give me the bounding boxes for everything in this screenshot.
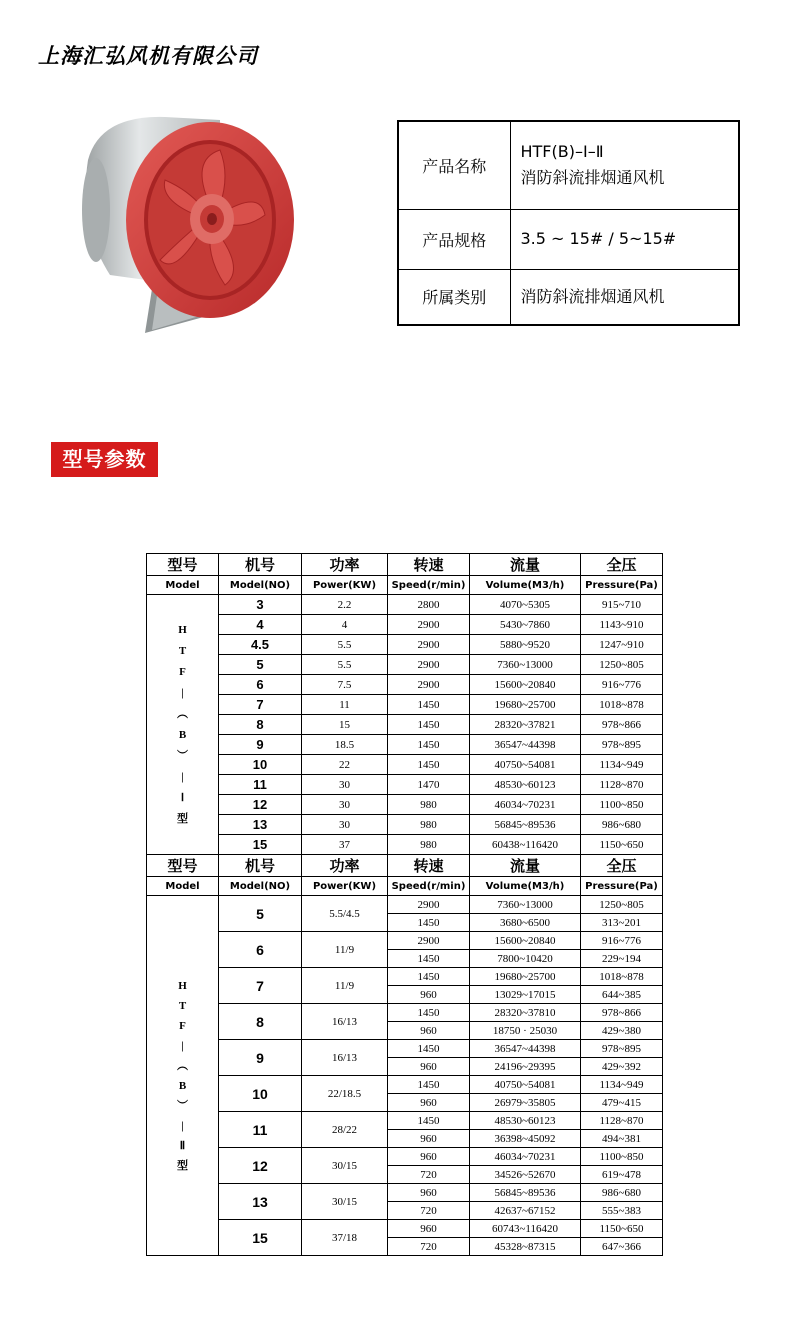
table-cell: 494~381 xyxy=(581,1130,663,1148)
table-row xyxy=(147,1184,663,1202)
table-cell: 1128~870 xyxy=(581,1112,663,1130)
table-row xyxy=(147,968,663,986)
power-cell: 16/13 xyxy=(302,1004,388,1040)
header-cn-2: 功率 xyxy=(302,554,388,576)
machine-no-cell: 6 xyxy=(219,932,302,968)
info-value-name-line2: 消防斜流排烟通风机 xyxy=(520,168,665,188)
table-cell: 2900 xyxy=(388,635,470,655)
table-cell: 15600~20840 xyxy=(470,932,581,950)
table-cell: 4070~5305 xyxy=(470,595,581,615)
machine-no-cell: 6 xyxy=(219,675,302,695)
table-row xyxy=(147,1004,663,1022)
info-value-name xyxy=(510,121,739,209)
table-cell: 19680~25700 xyxy=(470,695,581,715)
table-cell: 647~366 xyxy=(581,1238,663,1256)
table-cell: 2900 xyxy=(388,655,470,675)
table-cell: 429~392 xyxy=(581,1058,663,1076)
machine-no-cell: 4.5 xyxy=(219,635,302,655)
model-char: | xyxy=(181,1119,184,1132)
table-cell: 1250~805 xyxy=(581,655,663,675)
info-key-spec: 产品规格 xyxy=(398,209,510,269)
table-cell: 1100~850 xyxy=(581,1148,663,1166)
power-cell: 11/9 xyxy=(302,968,388,1004)
machine-no-cell: 13 xyxy=(219,1184,302,1220)
table-cell: 2900 xyxy=(388,615,470,635)
table-row xyxy=(147,675,663,695)
model-char: | xyxy=(181,770,184,783)
model-char: F xyxy=(179,1019,186,1032)
table-cell: 7360~13000 xyxy=(470,655,581,675)
header-cn-0: 型号 xyxy=(147,554,219,576)
machine-no-cell: 7 xyxy=(219,695,302,715)
table-cell: 45328~87315 xyxy=(470,1238,581,1256)
header-row-cn xyxy=(147,855,663,877)
table-cell: 28320~37821 xyxy=(470,715,581,735)
table-row xyxy=(147,1112,663,1130)
table-cell: 1450 xyxy=(388,1040,470,1058)
table-row xyxy=(147,896,663,914)
table-cell: 26979~35805 xyxy=(470,1094,581,1112)
table-cell: 2900 xyxy=(388,896,470,914)
table-cell: 7800~10420 xyxy=(470,950,581,968)
product-info-table xyxy=(397,120,740,326)
table-cell: 1247~910 xyxy=(581,635,663,655)
table-cell: 960 xyxy=(388,1184,470,1202)
model-char: | xyxy=(181,1039,184,1052)
power-cell: 5.5/4.5 xyxy=(302,896,388,932)
table-cell: 1450 xyxy=(388,1076,470,1094)
table-cell: 1450 xyxy=(388,755,470,775)
table-row xyxy=(147,795,663,815)
table-cell: 34526~52670 xyxy=(470,1166,581,1184)
header-cn-5: 全压 xyxy=(581,855,663,877)
header-en-5: Pressure(Pa) xyxy=(581,877,663,896)
header-cn-1: 机号 xyxy=(219,855,302,877)
table-cell: 1018~878 xyxy=(581,695,663,715)
table-row xyxy=(147,735,663,755)
machine-no-cell: 3 xyxy=(219,595,302,615)
table-cell: 1450 xyxy=(388,715,470,735)
table-cell: 915~710 xyxy=(581,595,663,615)
table-cell: 555~383 xyxy=(581,1202,663,1220)
table-cell: 313~201 xyxy=(581,914,663,932)
table-cell: 40750~54081 xyxy=(470,755,581,775)
machine-no-cell: 15 xyxy=(219,835,302,855)
table-row xyxy=(147,835,663,855)
table-cell: 24196~29395 xyxy=(470,1058,581,1076)
power-cell: 16/13 xyxy=(302,1040,388,1076)
table-cell: 18.5 xyxy=(302,735,388,755)
table-cell: 46034~70231 xyxy=(470,795,581,815)
machine-no-cell: 10 xyxy=(219,755,302,775)
info-value-name-line1: HTF(B)–Ⅰ–Ⅱ xyxy=(520,142,604,162)
header-en-2: Power(KW) xyxy=(302,576,388,595)
header-en-1: Model(NO) xyxy=(219,576,302,595)
table-cell: 980 xyxy=(388,795,470,815)
model-char: ︵ xyxy=(177,707,188,720)
table-row xyxy=(147,595,663,615)
table-cell: 619~478 xyxy=(581,1166,663,1184)
table-cell: 11 xyxy=(302,695,388,715)
table-cell: 19680~25700 xyxy=(470,968,581,986)
table-cell: 5.5 xyxy=(302,655,388,675)
table-cell: 1134~949 xyxy=(581,1076,663,1094)
header-cn-0: 型号 xyxy=(147,855,219,877)
table-cell: 1450 xyxy=(388,695,470,715)
header-en-4: Volume(M3/h) xyxy=(470,576,581,595)
table-cell: 980 xyxy=(388,835,470,855)
table-cell: 5430~7860 xyxy=(470,615,581,635)
model-char: 型 xyxy=(177,1159,188,1172)
table-cell: 978~895 xyxy=(581,735,663,755)
header-row-en xyxy=(147,576,663,595)
header-cn-2: 功率 xyxy=(302,855,388,877)
model-name-cell xyxy=(147,595,219,855)
table-cell: 28320~37810 xyxy=(470,1004,581,1022)
table-cell: 720 xyxy=(388,1238,470,1256)
info-value-spec: 3.5 ~ 15# / 5~15# xyxy=(510,209,739,269)
model-char: H xyxy=(178,623,187,636)
power-cell: 37/18 xyxy=(302,1220,388,1256)
table-cell: 1450 xyxy=(388,914,470,932)
table-cell: 479~415 xyxy=(581,1094,663,1112)
model-char: | xyxy=(181,686,184,699)
table-cell: 22 xyxy=(302,755,388,775)
machine-no-cell: 11 xyxy=(219,1112,302,1148)
table-cell: 1450 xyxy=(388,950,470,968)
table-row xyxy=(147,715,663,735)
table-cell: 2900 xyxy=(388,932,470,950)
power-cell: 11/9 xyxy=(302,932,388,968)
machine-no-cell: 10 xyxy=(219,1076,302,1112)
table-cell: 46034~70231 xyxy=(470,1148,581,1166)
table-row xyxy=(147,635,663,655)
header-cn-1: 机号 xyxy=(219,554,302,576)
table-cell: 60743~116420 xyxy=(470,1220,581,1238)
header-en-2: Power(KW) xyxy=(302,877,388,896)
machine-no-cell: 13 xyxy=(219,815,302,835)
table-cell: 1470 xyxy=(388,775,470,795)
info-key-category: 所属类别 xyxy=(398,269,510,325)
model-char: T xyxy=(178,999,187,1012)
power-cell: 22/18.5 xyxy=(302,1076,388,1112)
fan-product-image xyxy=(70,105,300,345)
table-row xyxy=(147,695,663,715)
table-cell: 2.2 xyxy=(302,595,388,615)
table-cell: 720 xyxy=(388,1166,470,1184)
header-cn-3: 转速 xyxy=(388,855,470,877)
header-en-4: Volume(M3/h) xyxy=(470,877,581,896)
info-value-category: 消防斜流排烟通风机 xyxy=(510,269,739,325)
table-cell: 15 xyxy=(302,715,388,735)
table-row xyxy=(147,655,663,675)
table-cell: 7360~13000 xyxy=(470,896,581,914)
table-row xyxy=(147,1220,663,1238)
table-cell: 916~776 xyxy=(581,932,663,950)
model-char: H xyxy=(178,979,187,992)
table-cell: 36547~44398 xyxy=(470,1040,581,1058)
table-cell: 1143~910 xyxy=(581,615,663,635)
table-cell: 30 xyxy=(302,795,388,815)
table-cell: 18750 · 25030 xyxy=(470,1022,581,1040)
parameter-table xyxy=(146,553,663,1256)
table-cell: 13029~17015 xyxy=(470,986,581,1004)
table-cell: 48530~60123 xyxy=(470,1112,581,1130)
model-char: B xyxy=(178,728,187,741)
table-cell: 986~680 xyxy=(581,815,663,835)
header-en-1: Model(NO) xyxy=(219,877,302,896)
machine-no-cell: 7 xyxy=(219,968,302,1004)
model-char: 型 xyxy=(177,812,188,825)
table-cell: 36547~44398 xyxy=(470,735,581,755)
section-title-badge: 型号参数 xyxy=(51,442,158,477)
model-name-cell xyxy=(147,896,219,1256)
table-cell: 960 xyxy=(388,1220,470,1238)
company-name: 上海汇弘风机有限公司 xyxy=(38,43,258,68)
table-cell: 4 xyxy=(302,615,388,635)
table-cell: 1450 xyxy=(388,1004,470,1022)
machine-no-cell: 12 xyxy=(219,1148,302,1184)
table-cell: 960 xyxy=(388,1094,470,1112)
table-row xyxy=(147,1076,663,1094)
table-cell: 5.5 xyxy=(302,635,388,655)
table-cell: 5880~9520 xyxy=(470,635,581,655)
header-en-3: Speed(r/min) xyxy=(388,576,470,595)
table-cell: 960 xyxy=(388,1148,470,1166)
header-cn-4: 流量 xyxy=(470,554,581,576)
table-row xyxy=(147,1040,663,1058)
machine-no-cell: 5 xyxy=(219,896,302,932)
table-cell: 30 xyxy=(302,815,388,835)
power-cell: 30/15 xyxy=(302,1184,388,1220)
power-cell: 30/15 xyxy=(302,1148,388,1184)
table-cell: 56845~89536 xyxy=(470,815,581,835)
header-en-0: Model xyxy=(147,877,219,896)
model-char: ︶ xyxy=(177,749,188,762)
table-cell: 2900 xyxy=(388,675,470,695)
header-cn-3: 转速 xyxy=(388,554,470,576)
header-en-5: Pressure(Pa) xyxy=(581,576,663,595)
table-cell: 42637~67152 xyxy=(470,1202,581,1220)
table-cell: 40750~54081 xyxy=(470,1076,581,1094)
table-cell: 1150~650 xyxy=(581,835,663,855)
table-row xyxy=(147,775,663,795)
table-cell: 720 xyxy=(388,1202,470,1220)
table-cell: 916~776 xyxy=(581,675,663,695)
machine-no-cell: 11 xyxy=(219,775,302,795)
table-cell: 15600~20840 xyxy=(470,675,581,695)
table-cell: 36398~45092 xyxy=(470,1130,581,1148)
table-row xyxy=(147,1148,663,1166)
table-cell: 960 xyxy=(388,1130,470,1148)
table-cell: 1018~878 xyxy=(581,968,663,986)
machine-no-cell: 8 xyxy=(219,1004,302,1040)
table-cell: 30 xyxy=(302,775,388,795)
model-char: ︶ xyxy=(177,1099,188,1112)
machine-no-cell: 9 xyxy=(219,735,302,755)
table-cell: 60438~116420 xyxy=(470,835,581,855)
machine-no-cell: 9 xyxy=(219,1040,302,1076)
table-cell: 429~380 xyxy=(581,1022,663,1040)
table-cell: 978~895 xyxy=(581,1040,663,1058)
model-char: F xyxy=(179,665,186,678)
table-cell: 978~866 xyxy=(581,1004,663,1022)
table-cell: 1450 xyxy=(388,1112,470,1130)
table-cell: 1450 xyxy=(388,968,470,986)
table-cell: 980 xyxy=(388,815,470,835)
table-row xyxy=(147,755,663,775)
table-cell: 3680~6500 xyxy=(470,914,581,932)
header-cn-4: 流量 xyxy=(470,855,581,877)
table-row xyxy=(147,932,663,950)
table-row xyxy=(147,615,663,635)
table-cell: 1150~650 xyxy=(581,1220,663,1238)
model-char: Ⅰ xyxy=(180,791,185,804)
table-cell: 978~866 xyxy=(581,715,663,735)
table-cell: 229~194 xyxy=(581,950,663,968)
table-cell: 1450 xyxy=(388,735,470,755)
table-cell: 7.5 xyxy=(302,675,388,695)
table-cell: 960 xyxy=(388,1022,470,1040)
table-cell: 1100~850 xyxy=(581,795,663,815)
model-char: ︵ xyxy=(177,1059,188,1072)
table-cell: 56845~89536 xyxy=(470,1184,581,1202)
machine-no-cell: 12 xyxy=(219,795,302,815)
header-en-0: Model xyxy=(147,576,219,595)
table-cell: 1128~870 xyxy=(581,775,663,795)
table-cell: 37 xyxy=(302,835,388,855)
machine-no-cell: 4 xyxy=(219,615,302,635)
model-char: Ⅱ xyxy=(179,1139,186,1152)
table-cell: 2800 xyxy=(388,595,470,615)
header-row-cn xyxy=(147,554,663,576)
table-cell: 1134~949 xyxy=(581,755,663,775)
model-char: T xyxy=(178,644,187,657)
header-en-3: Speed(r/min) xyxy=(388,877,470,896)
table-cell: 1250~805 xyxy=(581,896,663,914)
machine-no-cell: 5 xyxy=(219,655,302,675)
machine-no-cell: 15 xyxy=(219,1220,302,1256)
machine-no-cell: 8 xyxy=(219,715,302,735)
header-row-en xyxy=(147,877,663,896)
table-cell: 986~680 xyxy=(581,1184,663,1202)
table-cell: 48530~60123 xyxy=(470,775,581,795)
info-key-name: 产品名称 xyxy=(398,121,510,209)
table-cell: 960 xyxy=(388,986,470,1004)
table-cell: 960 xyxy=(388,1058,470,1076)
table-cell: 644~385 xyxy=(581,986,663,1004)
header-cn-5: 全压 xyxy=(581,554,663,576)
power-cell: 28/22 xyxy=(302,1112,388,1148)
table-row xyxy=(147,815,663,835)
model-char: B xyxy=(178,1079,187,1092)
